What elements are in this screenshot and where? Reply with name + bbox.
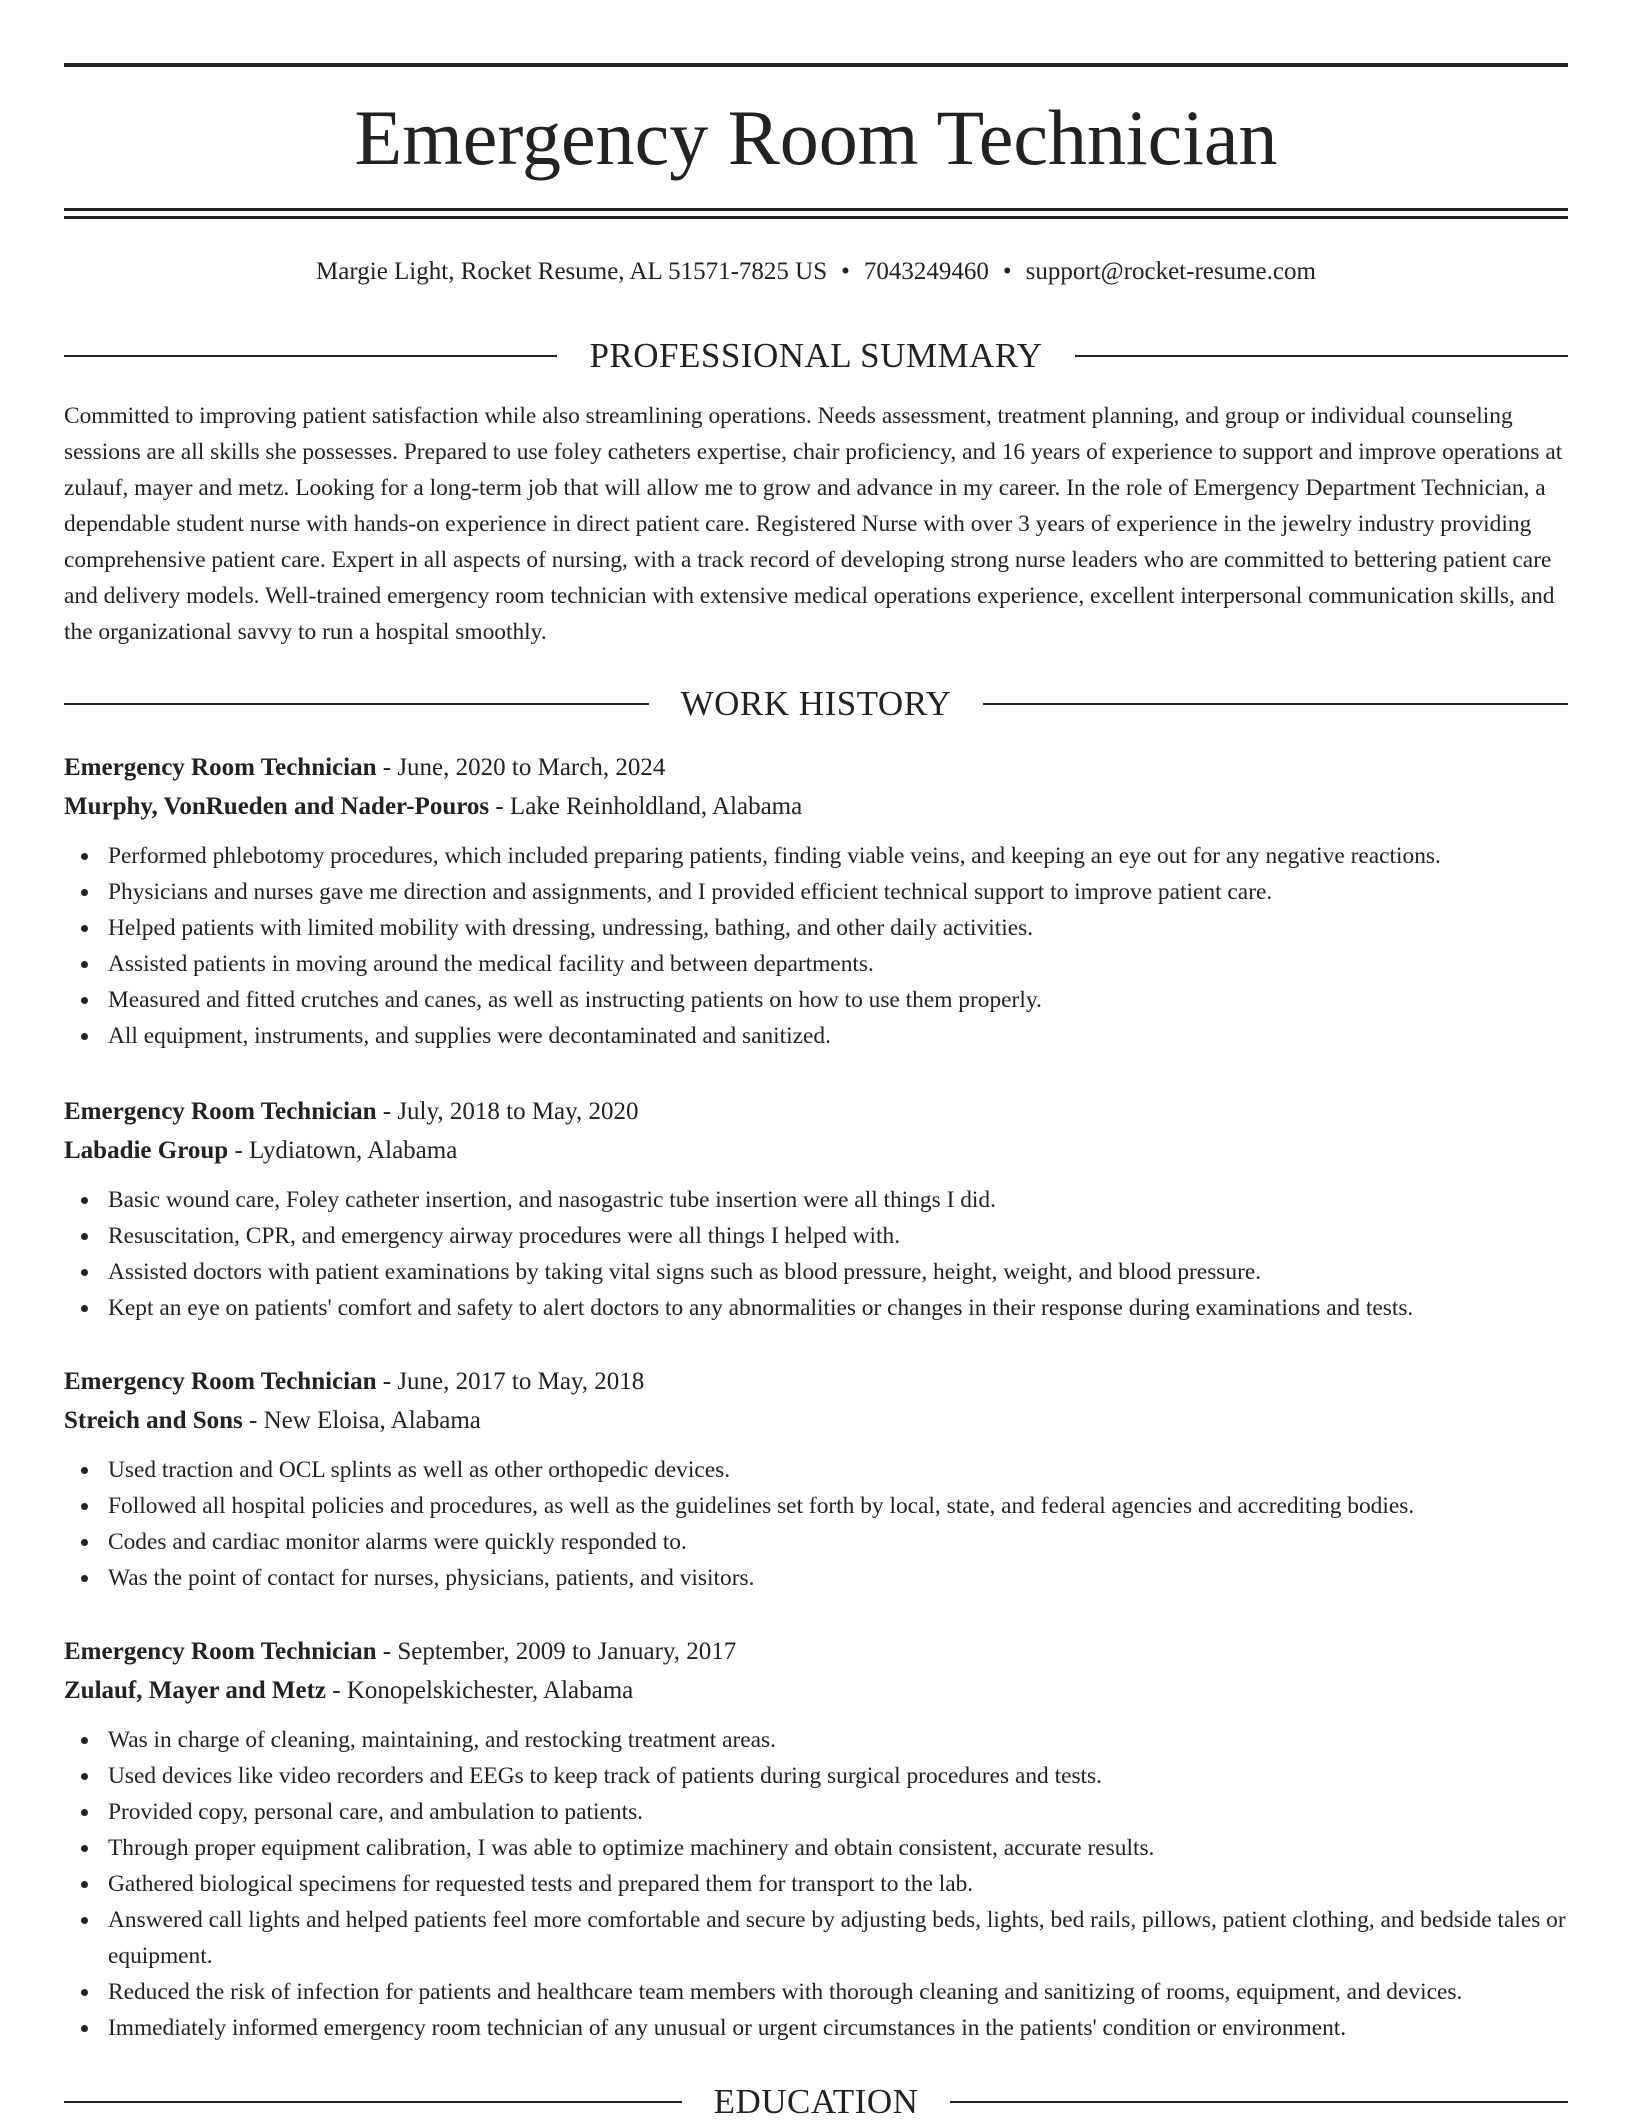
job-bullet: Provided copy, personal care, and ambulation to patients. [64, 1794, 1568, 1830]
contact-address: Margie Light, Rocket Resume, AL 51571-7825 US [316, 258, 828, 285]
job-dates: - September, 2009 to January, 2017 [376, 1638, 737, 1665]
job-company: Zulauf, Mayer and Metz [64, 1677, 327, 1704]
job-title-line [64, 1632, 1568, 1671]
contact-separator: • [1002, 258, 1012, 285]
job-dates: - June, 2020 to March, 2024 [376, 754, 666, 781]
job-bullet: Assisted doctors with patient examinations by taking vital signs such as blood pressure, height, weight, and blood pressure. [64, 1254, 1568, 1290]
job-location: - Lydiatown, Alabama [228, 1137, 458, 1164]
job-company-line [64, 787, 1568, 826]
resume-title: Emergency Room Technician [354, 94, 1278, 181]
work-history-heading [64, 682, 1568, 726]
job-bullet: Measured and fitted crutches and canes, as well as instructing patients on how to use them properly. [64, 982, 1568, 1018]
job-bullet: Used devices like video recorders and EEGs to keep track of patients during surgical procedures and tests. [64, 1758, 1568, 1794]
job-company-line [64, 1131, 1568, 1170]
heading-rule-right [1075, 355, 1568, 357]
job-bullet: Followed all hospital policies and procedures, as well as the guidelines set forth by local, state, and federal agencies and accrediting bodies. [64, 1488, 1568, 1524]
heading-rule-left [64, 2101, 682, 2103]
job-location: - Lake Reinholdland, Alabama [489, 793, 803, 820]
contact-separator: • [841, 258, 850, 285]
job-bullet: Was in charge of cleaning, maintaining, and restocking treatment areas. [64, 1722, 1568, 1758]
job-bullets [64, 838, 1568, 1054]
job-bullets [64, 1182, 1568, 1326]
education-heading-label: EDUCATION [713, 2082, 919, 2121]
work-history-heading-label: WORK HISTORY [680, 684, 952, 723]
job-entry [64, 1632, 1568, 2046]
job-dates: - June, 2017 to May, 2018 [376, 1368, 645, 1395]
job-bullet: Answered call lights and helped patients feel more comfortable and secure by adjusting beds, lights, bed rails, pillows, patient clothing, and bedside tales or equipment. [64, 1902, 1568, 1974]
summary-heading-label: PROFESSIONAL SUMMARY [589, 336, 1043, 375]
job-bullet: Used traction and OCL splints as well as other orthopedic devices. [64, 1452, 1568, 1488]
job-company-line [64, 1671, 1568, 1710]
job-title: Emergency Room Technician [64, 1638, 377, 1665]
job-company: Murphy, VonRueden and Nader-Pouros [64, 793, 490, 820]
heading-rule-left [64, 703, 649, 705]
job-dates: - July, 2018 to May, 2020 [376, 1098, 639, 1125]
job-title-line [64, 1092, 1568, 1131]
summary-heading [64, 334, 1568, 378]
job-entry [64, 1092, 1568, 1326]
job-bullet: Through proper equipment calibration, I was able to optimize machinery and obtain consistent, accurate results. [64, 1830, 1568, 1866]
job-bullet: Resuscitation, CPR, and emergency airway procedures were all things I helped with. [64, 1218, 1568, 1254]
contact-phone: 7043249460 [863, 258, 989, 285]
job-company: Labadie Group [64, 1137, 229, 1164]
job-entry [64, 748, 1568, 1054]
job-location: - New Eloisa, Alabama [242, 1407, 481, 1434]
top-rule [64, 63, 1568, 67]
job-title: Emergency Room Technician [64, 754, 377, 781]
job-bullet: Was the point of contact for nurses, physicians, patients, and visitors. [64, 1560, 1568, 1596]
job-title: Emergency Room Technician [64, 1368, 377, 1395]
job-company-line [64, 1401, 1568, 1440]
summary-text: Committed to improving patient satisfaction while also streamlining operations. Needs assessment, treatment planning, and group or individual counseling sessions are all skills she possesses. Prepared to use foley catheters expertise, chair proficiency, and 16 years of experience to support and improve operations at zulauf, mayer and metz. Looking for a long-term job that will allow me to grow and advance in my career. In the role of Emergency Department Technician, a dependable student nurse with hands-on experience in direct patient care. Registered Nurse with over 3 years of experience in the jewelry industry providing comprehensive patient care. Expert in all aspects of nursing, with a track record of developing strong nurse leaders who are committed to bettering patient care and delivery models. Well-trained emergency room technician with extensive medical operations experience, excellent interpersonal communication skills, and the organizational savvy to run a hospital smoothly. [64, 403, 1563, 645]
job-bullet: Reduced the risk of infection for patients and healthcare team members with thorough cleaning and sanitizing of rooms, equipment, and devices. [64, 1974, 1568, 2010]
job-entry [64, 1362, 1568, 1596]
heading-rule-right [983, 703, 1568, 705]
job-bullet: Helped patients with limited mobility with dressing, undressing, bathing, and other daily activities. [64, 910, 1568, 946]
job-bullet: Codes and cardiac monitor alarms were quickly responded to. [64, 1524, 1568, 1560]
job-bullet: Kept an eye on patients' comfort and safety to alert doctors to any abnormalities or changes in their response during examinations and tests. [64, 1290, 1568, 1326]
job-bullet: Basic wound care, Foley catheter insertion, and nasogastric tube insertion were all things I did. [64, 1182, 1568, 1218]
heading-rule-left [64, 355, 557, 357]
job-bullet: Gathered biological specimens for requested tests and prepared them for transport to the lab. [64, 1866, 1568, 1902]
job-title-line [64, 1362, 1568, 1401]
job-bullet: Immediately informed emergency room technician of any unusual or urgent circumstances in the patients' condition or environment. [64, 2010, 1568, 2046]
job-bullet: Performed phlebotomy procedures, which included preparing patients, finding viable veins, and keeping an eye out for any negative reactions. [64, 838, 1568, 874]
job-company: Streich and Sons [64, 1407, 243, 1434]
heading-rule-right [950, 2101, 1568, 2103]
job-bullet: Physicians and nurses gave me direction and assignments, and I provided efficient technical support to improve patient care. [64, 874, 1568, 910]
job-bullet: Assisted patients in moving around the medical facility and between departments. [64, 946, 1568, 982]
job-bullets [64, 1722, 1568, 2046]
education-heading [64, 2080, 1568, 2124]
job-bullet: All equipment, instruments, and supplies were decontaminated and sanitized. [64, 1018, 1568, 1054]
job-title: Emergency Room Technician [64, 1098, 377, 1125]
title-rule-lower [64, 216, 1568, 219]
job-bullets [64, 1452, 1568, 1596]
job-location: - Konopelskichester, Alabama [326, 1677, 634, 1704]
job-title-line [64, 748, 1568, 787]
title-rule-upper [64, 208, 1568, 211]
contact-email: support@rocket-resume.com [1025, 258, 1316, 285]
contact-line [64, 254, 1568, 290]
